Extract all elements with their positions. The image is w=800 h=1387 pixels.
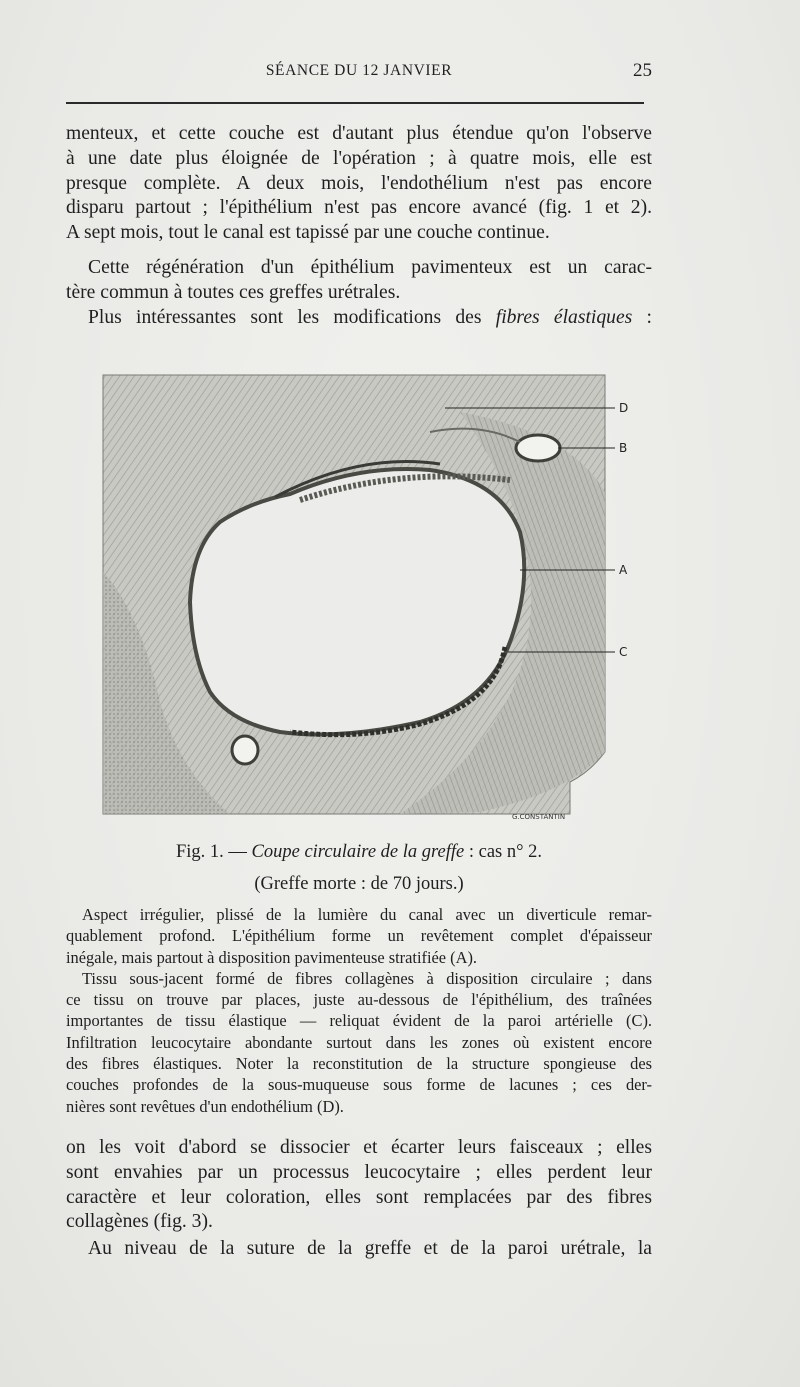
paragraph-2	[66, 256, 652, 306]
legend-line: ce tissu on trouve par places, juste au-dessous de l'épithélium, des traînées	[66, 990, 652, 1010]
paragraph-5	[66, 1237, 652, 1262]
legend-line: nières sont revêtues d'un endothélium (D).	[66, 1096, 344, 1116]
figure-legend	[66, 904, 652, 1117]
caption-title: Coupe circulaire de la greffe	[251, 842, 465, 862]
page-number: 25	[633, 60, 652, 81]
caption-line-2: (Greffe morte : de 70 jours.)	[254, 874, 464, 894]
paragraph-3-tail: :	[632, 307, 652, 328]
paragraph-3-text: Plus intéressantes sont les modifications des	[88, 307, 482, 328]
text-line: presque complète. A deux mois, l'endothélium n'est pas encore	[66, 172, 652, 194]
legend-line: importantes de tissu élastique — reliquat évident de la paroi artérielle (C).	[66, 1011, 652, 1031]
text-line: A sept mois, tout le canal est tapissé par une couche continue.	[66, 222, 550, 244]
legend-line: des fibres élastiques. Noter la reconstitution de la structure spongieuse des	[66, 1054, 652, 1074]
text-line	[66, 306, 652, 331]
label-d: D	[619, 401, 629, 415]
paragraph-1	[66, 122, 652, 246]
header-rule	[66, 102, 644, 104]
lacuna-b	[516, 435, 560, 461]
paragraph-4	[66, 1136, 652, 1235]
text-line: collagènes (fig. 3).	[66, 1211, 213, 1233]
text-line: Au niveau de la suture de la greffe et de la paroi urétrale, la	[88, 1238, 652, 1259]
label-b: B	[619, 441, 628, 455]
text-line: tère commun à toutes ces greffes urétrales.	[66, 281, 401, 303]
text-line: sont envahies par un processus leucocytaire ; elles perdent leur	[66, 1161, 652, 1183]
text-line: disparu partout ; l'épithélium n'est pas encore avancé (fig. 1 et 2).	[66, 197, 652, 219]
legend-line: Infiltration leucocytaire abondante surtout dans les zones où existent encore	[66, 1032, 652, 1052]
text-line: caractère et leur coloration, elles sont remplacées par des fibres	[66, 1186, 652, 1208]
label-c: C	[619, 645, 628, 659]
figure-caption	[66, 842, 652, 863]
legend-line: Aspect irrégulier, plissé de la lumière du canal avec un diverticule remar-	[82, 905, 652, 924]
text-line: à une date plus éloignée de l'opération ; à quatre mois, elle est	[66, 147, 652, 169]
legend-line: Tissu sous-jacent formé de fibres collagènes à disposition circulaire ; dans	[82, 968, 652, 988]
text-line: Cette régénération d'un épithélium pavimenteux est un carac-	[88, 257, 652, 278]
emphasis-text: fibres élastiques	[495, 307, 633, 328]
running-title: SÉANCE DU 12 JANVIER	[265, 62, 453, 79]
engraver-signature: G.CONSTANTIN	[512, 813, 566, 821]
text-line: menteux, et cette couche est d'autant plus étendue qu'on l'observe	[66, 123, 652, 144]
paragraph-3	[66, 306, 652, 331]
running-head	[66, 62, 652, 90]
caption-prefix: Fig. 1. —	[175, 842, 247, 862]
text-line: on les voit d'abord se dissocier et écarter leurs faisceaux ; elles	[66, 1137, 652, 1158]
legend-line: inégale, mais partout à disposition pavimenteuse stratifiée (A).	[66, 947, 478, 967]
canal-lumen	[190, 469, 524, 734]
legend-line: quablement profond. L'épithélium forme un revêtement complet d'épaisseur	[66, 926, 652, 946]
legend-line: couches profondes de la sous-muqueuse sous forme de lacunes ; ces der-	[66, 1075, 652, 1095]
histology-figure	[100, 372, 640, 822]
caption-suffix: : cas n° 2.	[464, 842, 543, 862]
label-a: A	[619, 563, 628, 577]
